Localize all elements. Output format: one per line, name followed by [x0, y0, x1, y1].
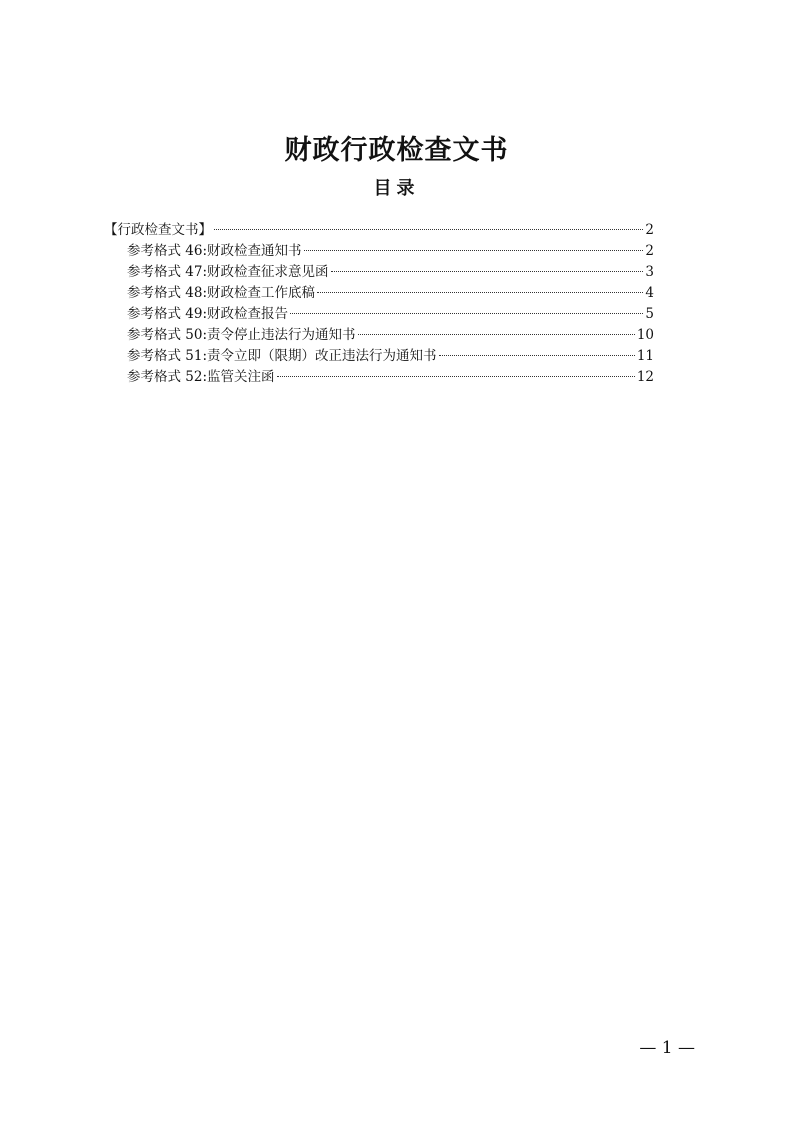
toc-dot-leader: [358, 334, 635, 335]
toc-entry-page: 2: [645, 222, 654, 238]
toc-dot-leader: [277, 376, 635, 377]
toc-entry-page: 10: [636, 327, 654, 343]
toc-entry-page: 11: [636, 348, 654, 364]
toc-entry-label: 参考格式 48:财政检查工作底稿: [127, 285, 316, 301]
toc-entry-format-46[interactable]: [104, 241, 654, 262]
toc-entry-page: 5: [645, 306, 654, 322]
toc-entry-format-48[interactable]: [104, 283, 654, 304]
toc-dot-leader: [304, 250, 644, 251]
toc-entry-format-49[interactable]: [104, 304, 654, 325]
toc-entry-page: 2: [645, 243, 654, 259]
toc-entry-label: 【行政检查文书】: [104, 222, 212, 238]
toc-entry-format-50[interactable]: [104, 325, 654, 346]
toc-entry-label: 参考格式 49:财政检查报告: [127, 306, 289, 322]
toc-dot-leader: [317, 292, 643, 293]
toc-entry-label: 参考格式 47:财政检查征求意见函: [127, 264, 329, 280]
toc-entry-format-52[interactable]: [104, 367, 654, 388]
toc-entry-label: 参考格式 51:责令立即（限期）改正违法行为通知书: [127, 348, 437, 364]
toc-entry-format-47[interactable]: [104, 262, 654, 283]
toc-entry-page: 4: [645, 285, 654, 301]
toc-dot-leader: [214, 229, 643, 230]
toc-dot-leader: [290, 313, 643, 314]
toc-entry-label: 参考格式 46:财政检查通知书: [127, 243, 302, 259]
toc-entry-label: 参考格式 50:责令停止违法行为通知书: [127, 327, 356, 343]
toc-entry-page: 12: [636, 369, 654, 385]
toc-dot-leader: [331, 271, 644, 272]
toc-heading: 目录: [373, 178, 420, 199]
table-of-contents: [104, 220, 654, 388]
page-number: — 1 —: [639, 1038, 695, 1058]
toc-entry-format-51[interactable]: [104, 346, 654, 367]
toc-dot-leader: [439, 355, 635, 356]
toc-entry-administrative-inspection-documents[interactable]: [104, 220, 654, 241]
toc-entry-page: 3: [645, 264, 654, 280]
document-title: 财政行政检查文书: [284, 135, 509, 166]
toc-entry-label: 参考格式 52:监管关注函: [127, 369, 275, 385]
